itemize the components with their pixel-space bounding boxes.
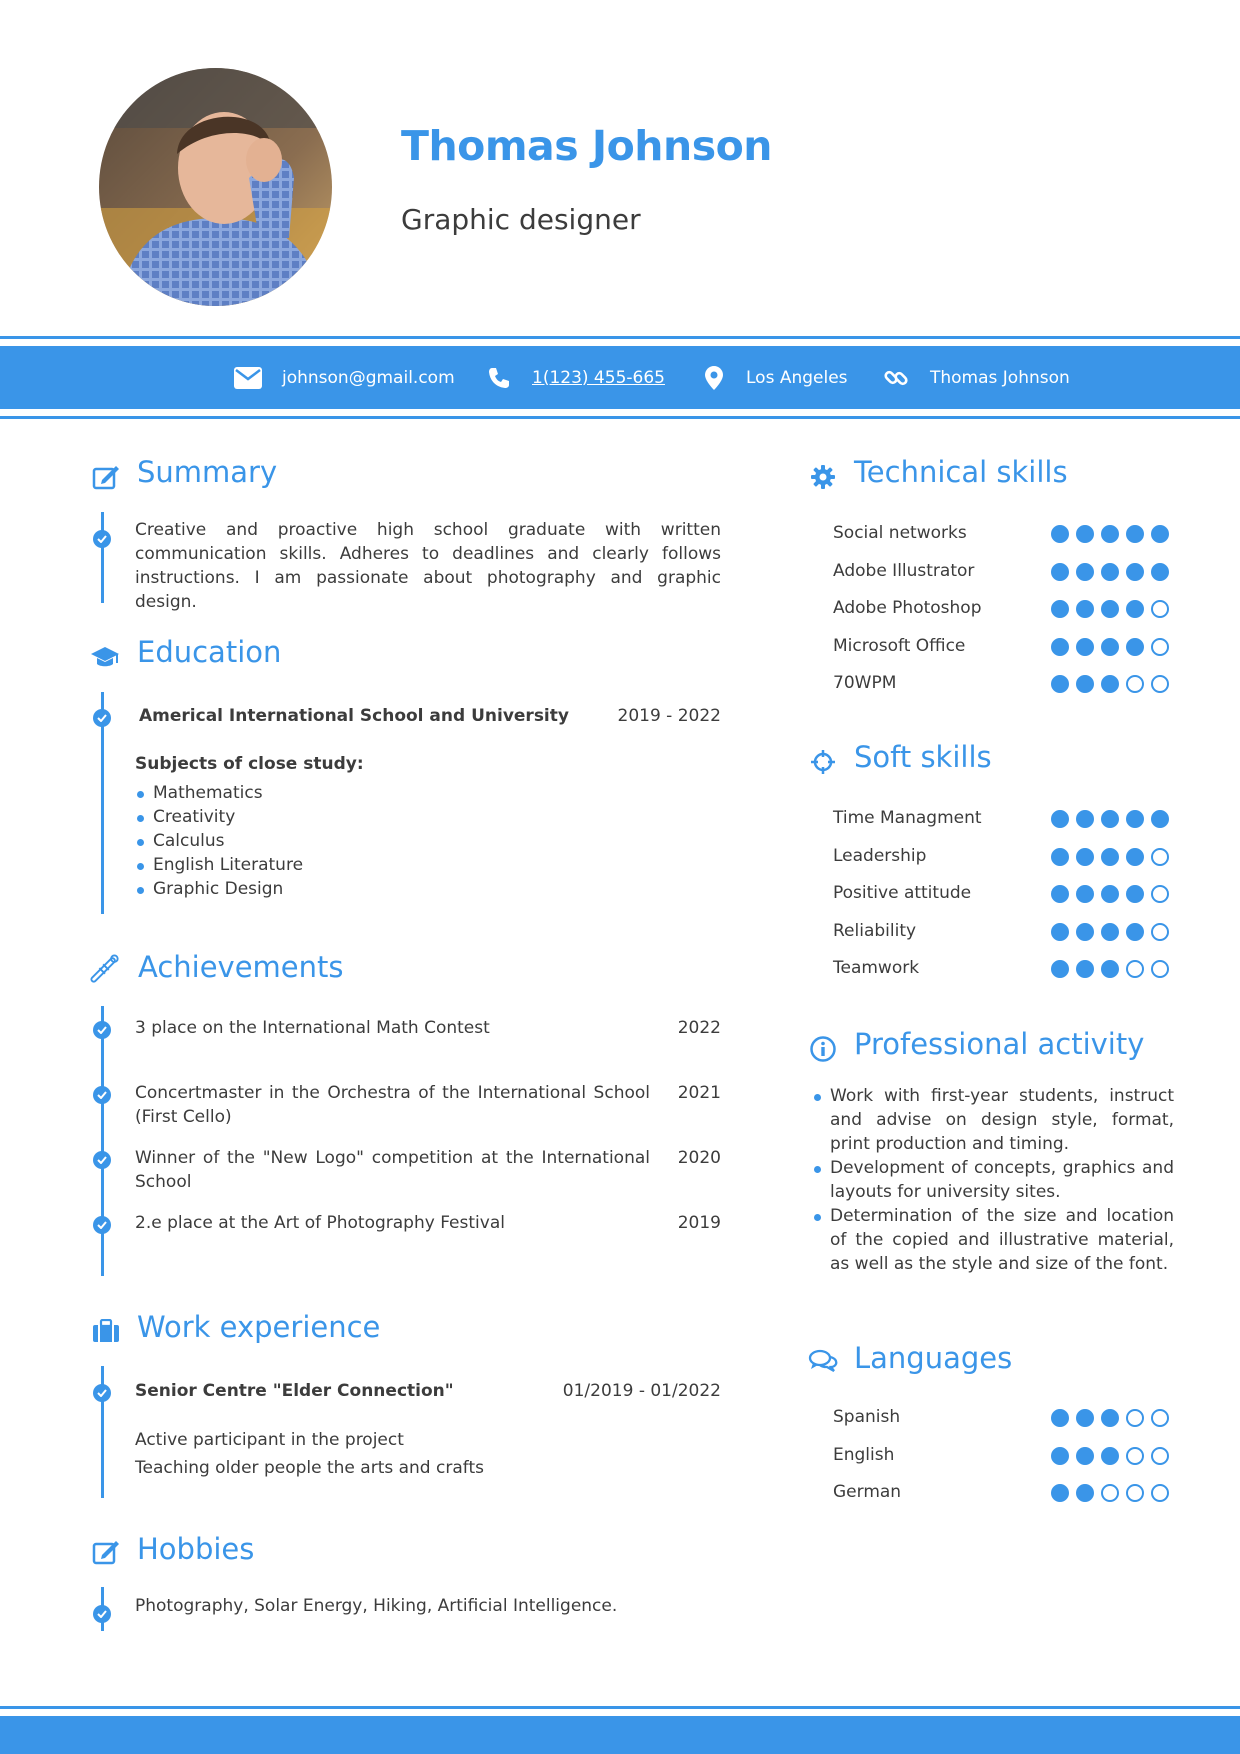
check-icon bbox=[93, 1384, 111, 1402]
contact-location bbox=[705, 346, 848, 409]
contact-link-text: Thomas Johnson bbox=[930, 367, 1070, 388]
rating-dot-filled bbox=[1051, 1484, 1069, 1502]
rating-dot-filled bbox=[1051, 1447, 1069, 1465]
skill-label: Adobe Illustrator bbox=[833, 560, 975, 581]
rating-dot-filled bbox=[1076, 885, 1094, 903]
contact-link[interactable] bbox=[884, 346, 1070, 409]
rating-dot-empty bbox=[1151, 848, 1169, 866]
rating-dot-filled bbox=[1051, 810, 1069, 828]
diploma-icon bbox=[90, 954, 120, 984]
skill-label: Leadership bbox=[833, 845, 927, 866]
rating-dot-empty bbox=[1126, 960, 1144, 978]
professional-activity-heading: Professional activity bbox=[854, 1027, 1145, 1061]
rating-dot-filled bbox=[1101, 848, 1119, 866]
list-item: Development of concepts, graphics and layouts for university sites. bbox=[812, 1156, 1174, 1204]
rating-dot-filled bbox=[1101, 638, 1119, 656]
contact-phone-text: 1(123) 455-665 bbox=[532, 367, 665, 388]
phone-icon bbox=[488, 367, 510, 389]
list-item: Determination of the size and location of the copied and illustrative material, as well as the style and size of the font. bbox=[812, 1204, 1174, 1276]
skill-label: Reliability bbox=[833, 920, 917, 941]
skill-rating bbox=[1051, 525, 1169, 543]
summary-heading: Summary bbox=[137, 455, 278, 489]
rating-dot-filled bbox=[1051, 638, 1069, 656]
candidate-title: Graphic designer bbox=[401, 203, 641, 236]
info-icon bbox=[808, 1034, 838, 1064]
check-icon bbox=[93, 1216, 111, 1234]
skill-rating bbox=[1051, 848, 1169, 866]
achievement-year: 2022 bbox=[677, 1018, 721, 1038]
education-heading: Education bbox=[137, 635, 282, 669]
check-icon bbox=[93, 1151, 111, 1169]
rating-dot-filled bbox=[1101, 600, 1119, 618]
candidate-name: Thomas Johnson bbox=[401, 122, 772, 170]
achievement-text: Winner of the "New Logo" competition at the International School bbox=[135, 1148, 650, 1192]
rating-dot-empty bbox=[1151, 675, 1169, 693]
link-icon bbox=[884, 366, 908, 390]
skill-label: Adobe Photoshop bbox=[833, 598, 982, 618]
education-subjects-label: Subjects of close study: bbox=[135, 754, 364, 774]
skill-rating bbox=[1051, 885, 1169, 903]
skill-rating bbox=[1051, 600, 1169, 618]
skill-label: English bbox=[833, 1444, 895, 1465]
skill-label: Social networks bbox=[833, 523, 967, 543]
list-item: Mathematics bbox=[135, 781, 535, 805]
skill-rating bbox=[1051, 1447, 1169, 1465]
education-subjects-list bbox=[135, 781, 535, 901]
work-line: Active participant in the project bbox=[135, 1430, 404, 1450]
summary-text: Creative and proactive high school graduate with written communication skills. Adheres to deadlines and clearly follows instructions. I am passionate about photography and graphic design. bbox=[135, 520, 721, 612]
work-company: Senior Centre "Elder Connection" bbox=[135, 1381, 454, 1401]
rating-dot-empty bbox=[1151, 638, 1169, 656]
check-icon bbox=[93, 1021, 111, 1039]
check-icon bbox=[93, 1086, 111, 1104]
rating-dot-empty bbox=[1151, 1409, 1169, 1427]
rating-dot-empty bbox=[1151, 1447, 1169, 1465]
achievement-year: 2019 bbox=[677, 1213, 721, 1233]
work-dates: 01/2019 - 01/2022 bbox=[562, 1381, 721, 1401]
contact-phone[interactable] bbox=[488, 346, 665, 409]
rating-dot-filled bbox=[1076, 1409, 1094, 1427]
rating-dot-filled bbox=[1076, 848, 1094, 866]
rating-dot-filled bbox=[1051, 600, 1069, 618]
envelope-icon bbox=[234, 367, 262, 389]
rating-dot-filled bbox=[1051, 675, 1069, 693]
professional-activity-list bbox=[812, 1084, 1174, 1276]
rating-dot-filled bbox=[1076, 810, 1094, 828]
rating-dot-filled bbox=[1051, 563, 1069, 581]
achievement-text: 2.e place at the Art of Photography Festival bbox=[135, 1213, 505, 1233]
skill-rating bbox=[1051, 675, 1169, 693]
map-pin-icon bbox=[705, 366, 723, 390]
achievement-text: 3 place on the International Math Contest bbox=[135, 1018, 490, 1038]
rating-dot-empty bbox=[1126, 675, 1144, 693]
list-item: Work with first-year students, instruct and advise on design style, format, print production and timing. bbox=[812, 1084, 1174, 1156]
rating-dot-empty bbox=[1126, 1409, 1144, 1427]
soft-skills-heading: Soft skills bbox=[854, 740, 992, 774]
rating-dot-filled bbox=[1076, 638, 1094, 656]
rating-dot-empty bbox=[1151, 960, 1169, 978]
skill-label: German bbox=[833, 1482, 902, 1502]
skill-rating bbox=[1051, 638, 1169, 656]
list-item: Graphic Design bbox=[135, 877, 535, 901]
footer-divider bbox=[0, 1706, 1240, 1709]
rating-dot-filled bbox=[1076, 525, 1094, 543]
check-icon bbox=[93, 1605, 111, 1623]
rating-dot-empty bbox=[1101, 1484, 1119, 1502]
footer-bar bbox=[0, 1716, 1240, 1754]
rating-dot-filled bbox=[1076, 563, 1094, 581]
achievement-year: 2021 bbox=[677, 1083, 721, 1103]
education-dates: 2019 - 2022 bbox=[617, 706, 721, 726]
rating-dot-filled bbox=[1126, 600, 1144, 618]
check-icon bbox=[93, 709, 111, 727]
rating-dot-filled bbox=[1126, 638, 1144, 656]
rating-dot-empty bbox=[1151, 600, 1169, 618]
work-heading: Work experience bbox=[137, 1310, 381, 1344]
work-line: Teaching older people the arts and crafts bbox=[135, 1458, 484, 1478]
rating-dot-filled bbox=[1101, 675, 1119, 693]
list-item: Calculus bbox=[135, 829, 535, 853]
technical-skills-heading: Technical skills bbox=[854, 455, 1068, 489]
contact-email-text: johnson@gmail.com bbox=[282, 367, 455, 388]
rating-dot-filled bbox=[1101, 960, 1119, 978]
skill-label: Time Managment bbox=[833, 808, 982, 828]
rating-dot-filled bbox=[1126, 923, 1144, 941]
rating-dot-filled bbox=[1051, 923, 1069, 941]
skill-rating bbox=[1051, 1409, 1169, 1427]
rating-dot-filled bbox=[1151, 810, 1169, 828]
contact-bar bbox=[0, 346, 1240, 409]
education-school: Americal International School and University bbox=[139, 706, 569, 726]
check-icon bbox=[93, 530, 111, 548]
chat-bubbles-icon bbox=[808, 1346, 838, 1376]
gear-icon bbox=[808, 462, 838, 492]
rating-dot-filled bbox=[1126, 525, 1144, 543]
contact-location-text: Los Angeles bbox=[746, 367, 848, 388]
rating-dot-filled bbox=[1051, 1409, 1069, 1427]
skill-label: Positive attitude bbox=[833, 883, 972, 903]
hobbies-heading: Hobbies bbox=[137, 1532, 255, 1566]
crosshair-icon bbox=[808, 747, 838, 777]
rating-dot-filled bbox=[1151, 525, 1169, 543]
rating-dot-filled bbox=[1051, 848, 1069, 866]
achievement-year: 2020 bbox=[677, 1148, 721, 1168]
skill-rating bbox=[1051, 1484, 1169, 1502]
rating-dot-filled bbox=[1126, 563, 1144, 581]
rating-dot-filled bbox=[1076, 960, 1094, 978]
rating-dot-filled bbox=[1126, 885, 1144, 903]
rating-dot-filled bbox=[1076, 1484, 1094, 1502]
rating-dot-filled bbox=[1151, 563, 1169, 581]
header-divider-bottom bbox=[0, 416, 1240, 419]
rating-dot-empty bbox=[1151, 1484, 1169, 1502]
contact-email[interactable] bbox=[234, 346, 455, 409]
skill-rating bbox=[1051, 810, 1169, 828]
rating-dot-filled bbox=[1076, 600, 1094, 618]
rating-dot-filled bbox=[1051, 525, 1069, 543]
rating-dot-filled bbox=[1076, 675, 1094, 693]
languages-heading: Languages bbox=[854, 1341, 1013, 1375]
rating-dot-filled bbox=[1126, 810, 1144, 828]
rating-dot-empty bbox=[1151, 923, 1169, 941]
list-item: Creativity bbox=[135, 805, 535, 829]
skill-label: 70WPM bbox=[833, 673, 897, 693]
rating-dot-filled bbox=[1101, 923, 1119, 941]
rating-dot-filled bbox=[1101, 885, 1119, 903]
edit-icon bbox=[91, 462, 121, 492]
profile-photo bbox=[99, 68, 332, 306]
skill-label: Spanish bbox=[833, 1407, 901, 1427]
rating-dot-filled bbox=[1126, 848, 1144, 866]
rating-dot-empty bbox=[1126, 1484, 1144, 1502]
header-divider-top bbox=[0, 336, 1240, 339]
summary-timeline bbox=[101, 512, 104, 603]
rating-dot-empty bbox=[1126, 1447, 1144, 1465]
briefcase-icon bbox=[91, 1316, 121, 1346]
rating-dot-filled bbox=[1101, 1409, 1119, 1427]
achievement-text: Concertmaster in the Orchestra of the International School (First Cello) bbox=[135, 1083, 650, 1127]
skill-rating bbox=[1051, 923, 1169, 941]
rating-dot-filled bbox=[1076, 923, 1094, 941]
skill-label: Microsoft Office bbox=[833, 635, 966, 656]
rating-dot-filled bbox=[1101, 810, 1119, 828]
rating-dot-filled bbox=[1101, 525, 1119, 543]
achievements-timeline bbox=[101, 1006, 104, 1276]
hobbies-text: Photography, Solar Energy, Hiking, Artificial Intelligence. bbox=[135, 1596, 618, 1616]
rating-dot-filled bbox=[1076, 1447, 1094, 1465]
list-item: English Literature bbox=[135, 853, 535, 877]
rating-dot-filled bbox=[1051, 960, 1069, 978]
skill-rating bbox=[1051, 563, 1169, 581]
rating-dot-filled bbox=[1051, 885, 1069, 903]
skill-rating bbox=[1051, 960, 1169, 978]
rating-dot-empty bbox=[1151, 885, 1169, 903]
rating-dot-filled bbox=[1101, 563, 1119, 581]
edit-icon bbox=[91, 1537, 121, 1567]
rating-dot-filled bbox=[1101, 1447, 1119, 1465]
skill-label: Teamwork bbox=[833, 958, 920, 978]
achievements-heading: Achievements bbox=[138, 950, 344, 984]
graduation-cap-icon bbox=[90, 642, 120, 672]
